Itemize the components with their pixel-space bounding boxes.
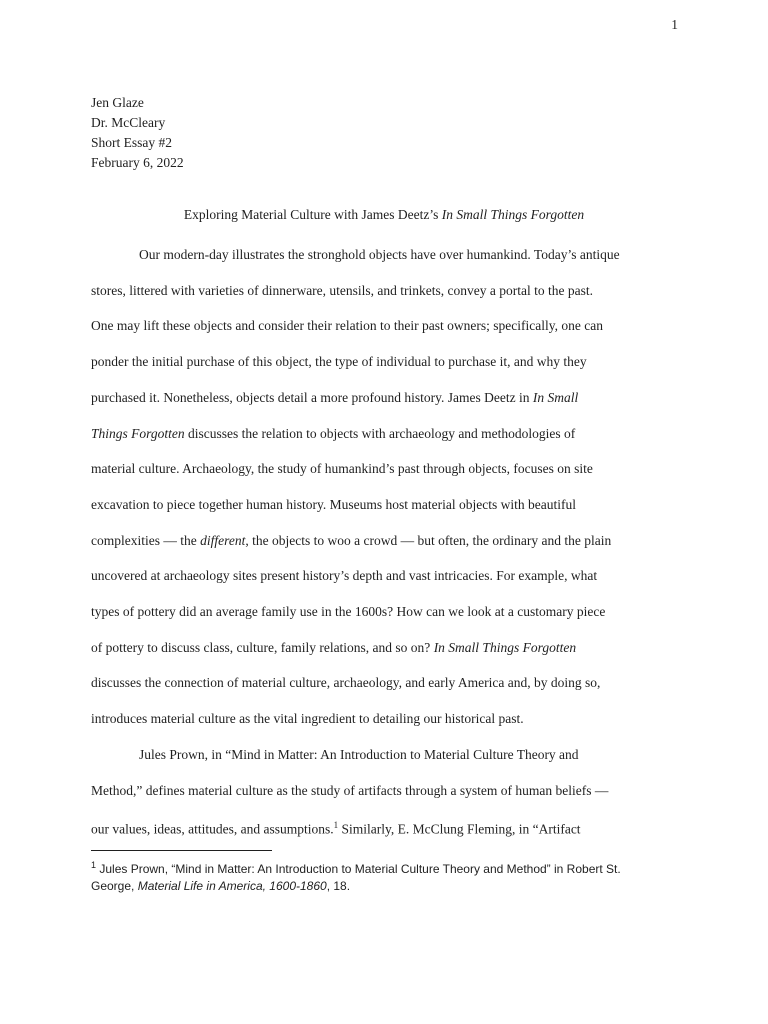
body-line	[91, 630, 620, 666]
book-title-italic: In Small	[532, 389, 579, 405]
body-line: stores, littered with varieties of dinnerware, utensils, and trinkets, convey a portal to the past.	[91, 282, 593, 298]
footnote-book-title: Material Life in America, 1600-1860	[137, 879, 327, 893]
body-line: types of pottery did an average family use in the 1600s? How can we look at a customary piece	[91, 604, 606, 620]
assignment-name: Short Essay #2	[91, 135, 172, 150]
body-text: Similarly, E. McClung Fleming, in “Artifact	[338, 821, 581, 837]
instructor-name: Dr. McCleary	[91, 115, 166, 130]
body-line: uncovered at archaeology sites present history’s depth and vast intricacies. For example, what	[91, 568, 598, 584]
body-line: discusses the connection of material culture, archaeology, and early America and, by doing so,	[91, 675, 601, 691]
body-line: Jules Prown, in “Mind in Matter: An Introduction to Material Culture Theory and	[139, 746, 579, 762]
essay-heading	[91, 93, 184, 173]
footnote-line	[91, 878, 681, 895]
footnote-marker: 1	[91, 860, 97, 870]
body-text: of pottery to discuss class, culture, family relations, and so on?	[91, 639, 434, 655]
emphasis-italic: different	[200, 532, 246, 548]
body-line	[91, 808, 620, 847]
body-line	[91, 416, 620, 452]
body-line: introduces material culture as the vital ingredient to detailing our historical past.	[91, 711, 524, 727]
footnote-reference[interactable]: 1	[333, 820, 339, 831]
body-text: , the objects to woo a crowd — but often, the ordinary and the plain	[245, 532, 612, 548]
author-name: Jen Glaze	[91, 95, 144, 110]
essay-title	[0, 207, 768, 223]
book-title-italic: In Small Things Forgotten	[433, 639, 577, 655]
body-text: purchased it. Nonetheless, objects detail a more profound history. James Deetz in	[91, 389, 533, 405]
body-text: complexities — the	[91, 532, 201, 548]
footnote-text: George,	[91, 879, 138, 893]
book-title-italic: Things Forgotten	[91, 425, 185, 441]
footnote-line	[91, 857, 681, 878]
essay-body	[91, 237, 620, 847]
body-line	[91, 523, 620, 559]
body-line: Method,” defines material culture as the study of artifacts through a system of human beliefs —	[91, 782, 609, 798]
body-line: excavation to piece together human history. Museums host material objects with beautiful	[91, 496, 576, 512]
body-line: One may lift these objects and consider their relation to their past owners; specifically, one can	[91, 318, 603, 334]
body-line	[91, 380, 620, 416]
title-book: In Small Things Forgotten	[441, 207, 585, 222]
page-number: 1	[671, 17, 678, 32]
footnote-text: , 18.	[326, 879, 351, 893]
body-line: material culture. Archaeology, the study of humankind’s past through objects, focuses on site	[91, 461, 593, 477]
body-line: Our modern-day illustrates the stronghold objects have over humankind. Today’s antique	[139, 247, 620, 262]
body-line: ponder the initial purchase of this object, the type of individual to purchase it, and why they	[91, 354, 587, 370]
essay-date: February 6, 2022	[91, 155, 184, 170]
footnote-text: Jules Prown, “Mind in Matter: An Introduction to Material Culture Theory and Method” in Robert St.	[96, 862, 621, 876]
body-text: our values, ideas, attitudes, and assumptions.	[91, 821, 334, 837]
footnote-separator	[91, 850, 272, 851]
body-text: discusses the relation to objects with archaeology and methodologies of	[184, 425, 576, 441]
title-prefix: Exploring Material Culture with James Deetz’s	[183, 207, 442, 222]
footnote	[91, 857, 681, 895]
